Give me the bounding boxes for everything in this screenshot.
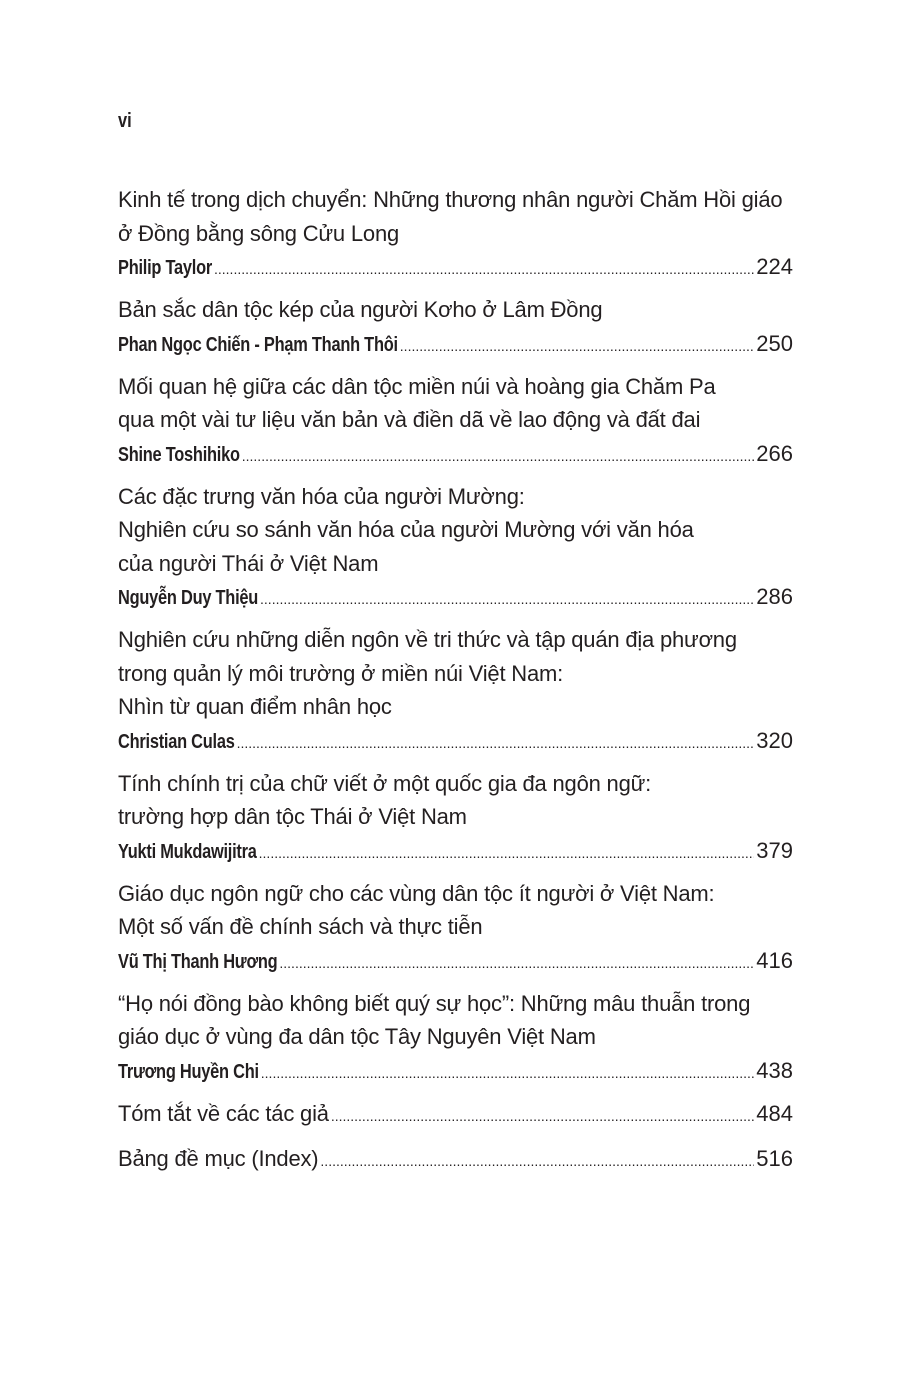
dot-leader xyxy=(261,1057,755,1090)
dot-leader xyxy=(260,583,754,616)
dot-leader xyxy=(320,1145,754,1178)
toc-entry xyxy=(118,183,793,283)
entry-page-number: 416 xyxy=(756,947,793,973)
author-row xyxy=(118,944,793,977)
dot-leader xyxy=(279,947,754,980)
toc-entry xyxy=(118,987,793,1087)
entry-title: Bảng đề mục (Index) xyxy=(118,1145,319,1171)
dot-leader xyxy=(259,837,755,870)
author-row xyxy=(118,327,793,360)
author-row xyxy=(118,250,793,283)
entry-author: Yukti Mukdawijitra xyxy=(118,840,257,863)
entry-title: Kinh tế trong dịch chuyển: Những thương nhân người Chăm Hồi giáo xyxy=(118,187,783,212)
toc-entry xyxy=(118,1097,793,1130)
author-row xyxy=(118,1054,793,1087)
entry-title: Một số vấn đề chính sách và thực tiễn xyxy=(118,914,483,939)
dot-leader xyxy=(237,727,755,760)
entry-title: của người Thái ở Việt Nam xyxy=(118,550,379,576)
entry-author: Trương Huyền Chi xyxy=(118,1060,259,1083)
entry-title: Nghiên cứu những diễn ngôn về tri thức và tập quán địa phương xyxy=(118,627,737,652)
author-row xyxy=(118,834,793,867)
entry-title: Các đặc trưng văn hóa của người Mường: xyxy=(118,483,525,509)
entry-title: giáo dục ở vùng đa dân tộc Tây Nguyên Việt Nam xyxy=(118,1024,596,1049)
entry-title: Tóm tắt về các tác giả xyxy=(118,1100,329,1126)
entry-page-number: 484 xyxy=(756,1100,793,1126)
toc-entry xyxy=(118,877,793,977)
entry-title: trường hợp dân tộc Thái ở Việt Nam xyxy=(118,804,467,829)
author-row xyxy=(118,724,793,757)
toc-entry xyxy=(118,1142,793,1175)
entry-author: Phan Ngọc Chiến - Phạm Thanh Thôi xyxy=(118,333,398,356)
entry-title: Mối quan hệ giữa các dân tộc miền núi và hoàng gia Chăm Pa xyxy=(118,373,716,399)
entry-page-number: 516 xyxy=(756,1145,793,1171)
table-of-contents xyxy=(118,183,793,1187)
dot-leader xyxy=(400,330,754,363)
entry-title: Nghiên cứu so sánh văn hóa của người Mường với văn hóa xyxy=(118,517,694,542)
entry-title: “Họ nói đồng bào không biết quý sự học”: Những mâu thuẫn trong xyxy=(118,990,751,1016)
entry-author: Shine Toshihiko xyxy=(118,443,240,466)
simple-entry-row xyxy=(118,1142,793,1175)
toc-entry xyxy=(118,480,793,614)
entry-page-number: 438 xyxy=(756,1057,793,1083)
entry-author: Vũ Thị Thanh Hương xyxy=(118,950,278,973)
page-number: vi xyxy=(118,110,132,132)
entry-title: Bản sắc dân tộc kép của người Kơho ở Lâm Đồng xyxy=(118,297,603,322)
entry-author: Philip Taylor xyxy=(118,257,213,279)
simple-entry-row xyxy=(118,1097,793,1130)
dot-leader xyxy=(214,253,754,286)
toc-entry xyxy=(118,623,793,757)
toc-entry xyxy=(118,293,793,360)
entry-title: qua một vài tư liệu văn bản và điền dã về lao động và đất đai xyxy=(118,407,701,432)
entry-author: Christian Culas xyxy=(118,730,235,753)
entry-author: Nguyễn Duy Thiệu xyxy=(118,587,259,609)
entry-title: Tính chính trị của chữ viết ở một quốc gia đa ngôn ngữ: xyxy=(118,770,652,796)
toc-entry xyxy=(118,370,793,470)
entry-page-number: 250 xyxy=(756,330,793,356)
entry-page-number: 266 xyxy=(756,440,793,466)
entry-title: trong quản lý môi trường ở miền núi Việt Nam: xyxy=(118,660,564,686)
entry-title: Nhìn từ quan điểm nhân học xyxy=(118,694,392,719)
author-row xyxy=(118,580,793,613)
entry-page-number: 224 xyxy=(756,254,793,279)
entry-title: Giáo dục ngôn ngữ cho các vùng dân tộc ít người ở Việt Nam: xyxy=(118,880,715,906)
dot-leader xyxy=(331,1100,754,1133)
dot-leader xyxy=(242,440,755,473)
entry-page-number: 379 xyxy=(756,837,793,863)
author-row xyxy=(118,437,793,470)
entry-title: ở Đồng bằng sông Cửu Long xyxy=(118,220,400,246)
toc-entry xyxy=(118,767,793,867)
entry-page-number: 320 xyxy=(756,727,793,753)
entry-page-number: 286 xyxy=(756,584,793,609)
